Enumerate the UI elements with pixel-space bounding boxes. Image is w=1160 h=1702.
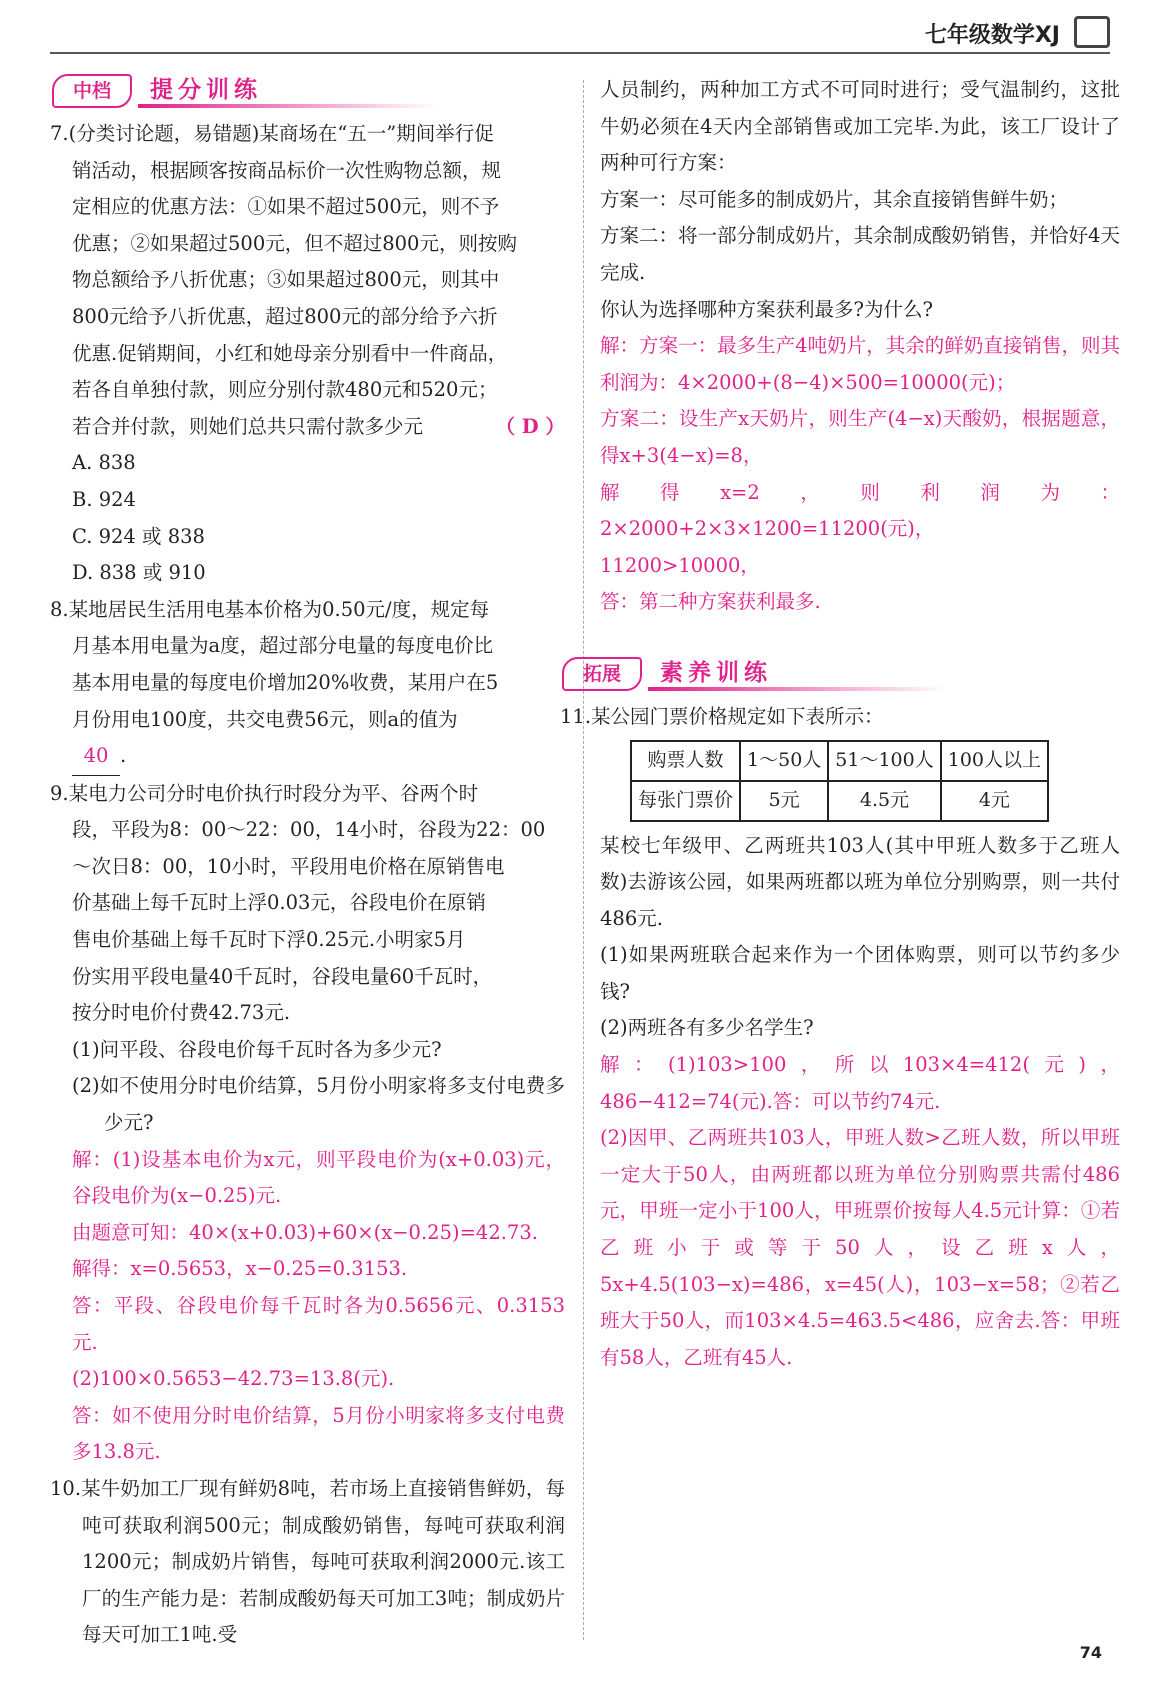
right-column [560,72,1120,1376]
table-cell: 每张门票价 [631,781,740,821]
q9-line: 价基础上每千瓦时上浮0.03元，谷段电价在原销 [72,891,486,915]
q7-line: 优惠.促销期间，小红和她母亲分别看中一件商品， [72,341,508,365]
table-cell: 1～50人 [740,741,828,781]
q10-text: 10.某牛奶加工厂现有鲜奶8吨，若市场上直接销售鲜奶，每吨可获取利润500元；制成酸奶销售，每吨可获取利润1200元；制成奶片销售，每吨可获取利润2000元.该工厂的生产能力是：若制成酸奶每天可加工3吨；制成奶片每天可加工1吨.受 [50,1476,565,1647]
solution-line: 解：(1)103>100，所以103×4=412(元)，486−412=74(元).答：可以节约74元. [600,1053,1120,1113]
option-c: C. 924 或 838 [72,524,205,548]
q9-subquestion: (1)问平段、谷段电价每千瓦时各为多少元? [72,1037,442,1061]
section-banner-tifen [50,72,565,112]
question-10 [50,1471,565,1654]
q9-line: 份实用平段电量40千瓦时，谷段电量60千瓦时， [72,964,493,988]
q8-line: 基本用电量的每度电价增加20%收费，某用户在5 [72,670,499,694]
column-divider [583,80,584,1640]
q9-subquestion: (2)如不使用分时电价结算，5月份小明家将多支付电费多少元? [72,1074,565,1135]
solution-line: (2)因甲、乙两班共103人，甲班人数>乙班人数，所以甲班一定大于50人，由两班都以班为单位分别购票共需付486元，甲班一定小于100人，甲班票价按每人4.5元计算：①若乙班小于或等于50人，设乙班x人，5x+4.5(103−x)=486，x=45(人)，103−x=58；②若乙班大于50人，而103×4.5=463.5<486，应舍去.答：甲班有58人，乙班有45人. [600,1126,1120,1369]
ticket-price-table [630,740,1049,822]
section-title: 提分训练 [150,77,262,103]
q7-options [50,445,565,591]
solution-line: 解得：x=0.5653，x−0.25=0.3153. [72,1257,408,1281]
page-number: 74 [1079,1643,1102,1662]
section-title: 素养训练 [660,659,772,686]
header-title: 七年级数学XJ [924,23,1060,48]
q11-subquestion: (1)如果两班联合起来作为一个团体购票，则可以节约多少钱? [600,943,1120,1003]
left-column [50,72,565,1654]
q8-blank-answer: 40 [72,738,120,776]
q7-answer: （ D ） [495,414,565,438]
question-10-continued [600,72,1120,621]
q10-cont: 你认为选择哪种方案获利最多?为什么? [600,297,933,321]
q11-subquestion: (2)两班各有多少名学生? [600,1016,814,1040]
option-d: D. 838 或 910 [72,561,206,585]
q7-last-line: 若合并付款，则她们总共只需付款多少元 （ D ） [50,409,565,446]
q7-line: 7.(分类讨论题，易错题)某商场在“五一”期间举行促 [50,122,494,145]
option-b: B. 924 [72,487,136,511]
banner-underline [138,104,438,108]
q11-intro: 11.某公园门票价格规定如下表所示： [560,704,884,728]
solution-line: 由题意可知：40×(x+0.03)+60×(x−0.25)=42.73. [72,1220,538,1244]
question-7 [50,116,565,592]
q9-solution [50,1142,565,1471]
solution-line: 答：第二种方案获利最多. [600,590,821,614]
section-tag: 中档 [52,74,132,108]
q10-solution [600,328,1120,621]
question-11 [560,699,1120,1377]
q8-line: 月基本用电量为a度，超过部分电量的每度电价比 [72,634,494,658]
section-tag: 拓展 [562,657,642,691]
q9-line: 按分时电价付费42.73元. [72,1001,291,1025]
solution-line: 解：(1)设基本电价为x元，则平段电价为(x+0.03)元，谷段电价为(x−0.25)元. [72,1147,565,1208]
table-row [631,781,1048,821]
question-8 [50,592,565,776]
q11-solution [600,1047,1120,1376]
q8-line: 8.某地居民生活用电基本价格为0.50元/度，规定每 [50,597,490,621]
solution-line: (2)100×0.5653−42.73=13.8(元). [72,1367,395,1391]
q11-text: 某校七年级甲、乙两班共103人(其中甲班人数多于乙班人数)去游该公园，如果两班都以班为单位分别购票，则一共付486元. [600,833,1120,930]
q9-line: 段，平段为8：00～22：00，14小时，谷段为22：00 [72,818,546,842]
solution-line: 解：方案一：最多生产4吨奶片，其余的鲜奶直接销售，则其利润为：4×2000+(8−4)×500=10000(元)； [600,334,1120,394]
q10-cont: 方案一：尽可能多的制成奶片，其余直接销售鲜牛奶； [600,187,1069,211]
table-cell: 4.5元 [828,781,940,821]
solution-line: 答：平段、谷段电价每千瓦时各为0.5656元、0.3153元. [72,1294,565,1354]
q9-line: 售电价基础上每千瓦时下浮0.25元.小明家5月 [72,928,466,952]
page-header [50,18,1110,54]
q9-line: ～次日8：00，10小时，平段用电价格在原销售电 [72,854,505,878]
solution-line: 方案二：设生产x天奶片，则生产(4−x)天酸奶，根据题意，得x+3(4−x)=8， [600,407,1120,467]
q7-line: 物总额给予八折优惠；③如果超过800元，则其中 [72,268,500,292]
banner-underline [648,687,948,691]
q10-cont: 方案二：将一部分制成奶片，其余制成酸奶销售，并恰好4天完成. [600,224,1120,284]
q8-line: 月份用电100度，共交电费56元，则a的值为 [72,707,458,731]
table-cell: 51～100人 [828,741,940,781]
solution-line: 答：如不使用分时电价结算，5月份小明家将多支付电费多13.8元. [72,1403,565,1464]
q7-line: 定相应的优惠方法：①如果不超过500元，则不予 [72,195,500,219]
q7-line: 800元给予八折优惠，超过800元的部分给予六折 [72,304,498,328]
publisher-logo-icon [1074,16,1110,48]
table-cell: 5元 [740,781,828,821]
table-cell: 4元 [941,781,1048,821]
q9-line: 9.某电力公司分时电价执行时段分为平、谷两个时 [50,781,479,805]
section-banner-suyang [560,655,1120,695]
q7-line: 若各自单独付款，则应分别付款480元和520元； [72,378,498,402]
table-cell: 购票人数 [631,741,740,781]
solution-line: 解得x=2，则利润为：2×2000+2×3×1200=11200(元)， [600,480,1120,541]
solution-line: 11200>10000， [600,553,760,577]
q7-line: 销活动，根据顾客按商品标价一次性购物总额，规 [72,158,502,182]
q10-cont: 人员制约，两种加工方式不可同时进行；受气温制约，这批牛奶必须在4天内全部销售或加工完毕.为此，该工厂设计了两种可行方案： [600,78,1120,175]
q8-answer-line: 40 . [50,738,565,776]
question-9 [50,776,565,1471]
option-a: A. 838 [72,451,136,475]
table-cell: 100人以上 [941,741,1048,781]
table-row [631,741,1048,781]
q7-line: 优惠；②如果超过500元，但不超过800元，则按购 [72,231,517,255]
